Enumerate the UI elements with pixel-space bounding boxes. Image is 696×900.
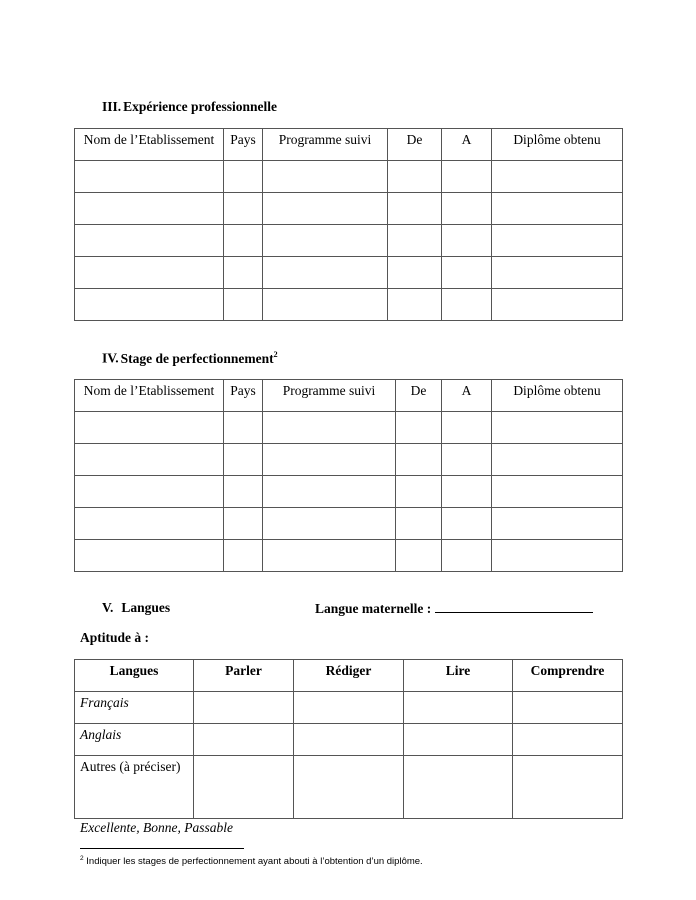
footnote xyxy=(80,855,423,867)
table-row xyxy=(75,257,623,289)
table-row xyxy=(75,444,623,476)
row-label-anglais: Anglais xyxy=(75,724,194,756)
languages-table xyxy=(74,659,623,819)
table-row xyxy=(75,724,623,756)
section-iv-title: Stage de perfectionnement xyxy=(120,350,274,366)
stage-header-row xyxy=(75,380,623,412)
header-langues: Langues xyxy=(75,660,194,692)
languages-header-row xyxy=(75,660,623,692)
table-row xyxy=(75,225,623,257)
table-row xyxy=(75,508,623,540)
header-diplome: Diplôme obtenu xyxy=(492,129,623,161)
mother-tongue-blank[interactable] xyxy=(435,600,593,613)
experience-table xyxy=(74,128,623,321)
header-programme: Programme suivi xyxy=(263,380,396,412)
table-row xyxy=(75,476,623,508)
table-row xyxy=(75,289,623,321)
header-a: A xyxy=(442,380,492,412)
header-etablissement: Nom de l’Etablissement xyxy=(75,129,224,161)
header-rediger: Rédiger xyxy=(294,660,404,692)
stage-table xyxy=(74,379,623,572)
section-v-title: Langues xyxy=(121,600,171,615)
header-pays: Pays xyxy=(224,380,263,412)
section-iv-heading xyxy=(102,350,278,367)
table-row xyxy=(75,193,623,225)
scale-note: Excellente, Bonne, Passable xyxy=(80,820,233,835)
footnote-divider xyxy=(80,848,244,849)
section-iii-heading xyxy=(102,99,277,115)
header-parler: Parler xyxy=(194,660,294,692)
section-iii-title: Expérience professionnelle xyxy=(123,99,277,114)
row-label-francais: Français xyxy=(75,692,194,724)
header-diplome: Diplôme obtenu xyxy=(492,380,623,412)
footnote-number: 2 xyxy=(80,855,84,862)
table-row xyxy=(75,692,623,724)
aptitude-label: Aptitude à : xyxy=(80,630,150,645)
table-row xyxy=(75,412,623,444)
mother-tongue-label: Langue maternelle : xyxy=(315,601,432,616)
section-v-heading xyxy=(102,600,170,616)
footnote-text: Indiquer les stages de perfectionnement ayant abouti à l’obtention d’un diplôme. xyxy=(86,856,423,868)
header-programme: Programme suivi xyxy=(263,129,388,161)
header-a: A xyxy=(442,129,492,161)
table-row xyxy=(75,540,623,572)
header-pays: Pays xyxy=(224,129,263,161)
section-iii-number: III. xyxy=(102,99,122,114)
header-lire: Lire xyxy=(404,660,513,692)
header-comprendre: Comprendre xyxy=(513,660,623,692)
mother-tongue-field xyxy=(315,600,593,617)
header-de: De xyxy=(396,380,442,412)
table-row xyxy=(75,161,623,193)
section-v-number: V. xyxy=(102,600,114,615)
row-label-autres: Autres (à préciser) xyxy=(75,756,194,819)
section-iv-number: IV. xyxy=(102,350,119,366)
footnote-ref: 2 xyxy=(273,350,278,359)
experience-header-row xyxy=(75,129,623,161)
table-row xyxy=(75,756,623,819)
header-de: De xyxy=(388,129,442,161)
header-etablissement: Nom de l’Etablissement xyxy=(75,380,224,412)
